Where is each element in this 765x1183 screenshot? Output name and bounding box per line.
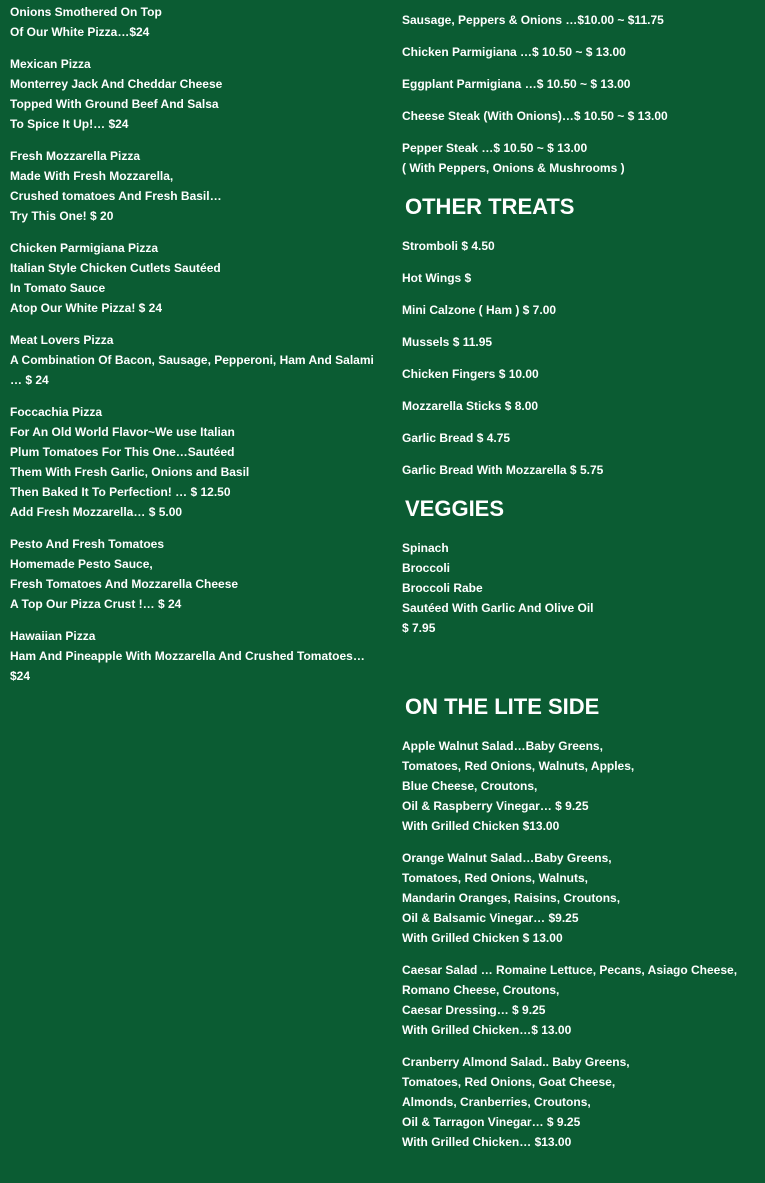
menu-item-line: With Grilled Chicken… $13.00 bbox=[402, 1135, 572, 1149]
menu-item bbox=[10, 54, 382, 134]
menu-item-line: Apple Walnut Salad…Baby Greens, bbox=[402, 739, 603, 753]
menu-item-line: Tomatoes, Red Onions, Goat Cheese, bbox=[402, 1075, 616, 1089]
menu-item bbox=[402, 268, 757, 288]
menu-item bbox=[402, 236, 757, 256]
menu-item-line: Monterrey Jack And Cheddar Cheese bbox=[10, 77, 223, 91]
menu-item-line: Homemade Pesto Sauce, bbox=[10, 557, 153, 571]
menu-item-line: Them With Fresh Garlic, Onions and Basil bbox=[10, 465, 250, 479]
menu-item bbox=[402, 960, 757, 1040]
menu-item bbox=[402, 138, 757, 178]
menu-item-title: Fresh Mozzarella Pizza bbox=[10, 149, 141, 163]
menu-item-line: Try This One! $ 20 bbox=[10, 209, 114, 223]
menu-item bbox=[402, 300, 757, 320]
menu-item-line: Chicken Fingers $ 10.00 bbox=[402, 367, 539, 381]
menu-item bbox=[10, 534, 382, 614]
menu-item bbox=[402, 736, 757, 836]
menu-item-line: Sautéed With Garlic And Olive Oil bbox=[402, 601, 594, 615]
menu-item-title: Pesto And Fresh Tomatoes bbox=[10, 537, 165, 551]
section-heading-veggies: VEGGIES bbox=[405, 496, 505, 521]
menu-item-line: A Top Our Pizza Crust !… $ 24 bbox=[10, 597, 182, 611]
menu-item-line: Cranberry Almond Salad.. Baby Greens, bbox=[402, 1055, 630, 1069]
menu-item-line: Made With Fresh Mozzarella, bbox=[10, 169, 174, 183]
menu-item-line: Onions Smothered On Top bbox=[10, 5, 162, 19]
menu-item-title: Hawaiian Pizza bbox=[10, 629, 96, 643]
menu-item-line: Tomatoes, Red Onions, Walnuts, bbox=[402, 871, 589, 885]
menu-item bbox=[10, 626, 382, 686]
menu-item bbox=[402, 74, 757, 94]
menu-item-line: Oil & Raspberry Vinegar… $ 9.25 bbox=[402, 799, 589, 813]
menu-item-line: Chicken Parmigiana …$ 10.50 ~ $ 13.00 bbox=[402, 45, 626, 59]
menu-item-line: Spinach bbox=[402, 541, 449, 555]
menu-item-line: A Combination Of Bacon, Sausage, Pepperoni, Ham And Salami … $ 24 bbox=[10, 353, 374, 387]
menu-item-line: Sausage, Peppers & Onions …$10.00 ~ $11.75 bbox=[402, 13, 664, 27]
menu-item-line: Mini Calzone ( Ham ) $ 7.00 bbox=[402, 303, 557, 317]
left-menu-column bbox=[10, 2, 382, 698]
menu-item-title: Mexican Pizza bbox=[10, 57, 91, 71]
menu-item-line: Add Fresh Mozzarella… $ 5.00 bbox=[10, 505, 183, 519]
menu-item-line: Mussels $ 11.95 bbox=[402, 335, 493, 349]
section-heading-other-treats: OTHER TREATS bbox=[405, 194, 575, 219]
menu-item bbox=[402, 42, 757, 62]
menu-item-line: With Grilled Chicken $13.00 bbox=[402, 819, 560, 833]
menu-item-line: Broccoli Rabe bbox=[402, 581, 483, 595]
menu-item-line: Pepper Steak …$ 10.50 ~ $ 13.00 bbox=[402, 141, 588, 155]
menu-item-line: Italian Style Chicken Cutlets Sautéed bbox=[10, 261, 221, 275]
menu-item bbox=[402, 10, 757, 30]
menu-item-line: Of Our White Pizza…$24 bbox=[10, 25, 150, 39]
menu-item-line: Then Baked It To Perfection! … $ 12.50 bbox=[10, 485, 231, 499]
menu-item-line: Crushed tomatoes And Fresh Basil… bbox=[10, 189, 222, 203]
menu-item-line: Hot Wings $ bbox=[402, 271, 472, 285]
menu-item-line: Topped With Ground Beef And Salsa bbox=[10, 97, 219, 111]
menu-item-line: Romano Cheese, Croutons, bbox=[402, 983, 560, 997]
menu-item bbox=[402, 848, 757, 948]
menu-item-line: Stromboli $ 4.50 bbox=[402, 239, 495, 253]
menu-item-line: To Spice It Up!… $24 bbox=[10, 117, 129, 131]
menu-item bbox=[10, 238, 382, 318]
menu-item-line: Caesar Dressing… $ 9.25 bbox=[402, 1003, 546, 1017]
menu-item-line: Almonds, Cranberries, Croutons, bbox=[402, 1095, 591, 1109]
menu-item bbox=[10, 2, 382, 42]
section-heading-lite-side: ON THE LITE SIDE bbox=[405, 694, 600, 719]
menu-item bbox=[10, 330, 382, 390]
menu-item-line: With Grilled Chicken $ 13.00 bbox=[402, 931, 563, 945]
menu-item bbox=[10, 146, 382, 226]
menu-item bbox=[402, 538, 757, 638]
menu-item-line: Atop Our White Pizza! $ 24 bbox=[10, 301, 163, 315]
menu-item-title: Meat Lovers Pizza bbox=[10, 333, 114, 347]
menu-item-line: Garlic Bread With Mozzarella $ 5.75 bbox=[402, 463, 604, 477]
menu-item-line: Oil & Balsamic Vinegar… $9.25 bbox=[402, 911, 579, 925]
menu-item-line: Garlic Bread $ 4.75 bbox=[402, 431, 511, 445]
menu-item bbox=[402, 428, 757, 448]
menu-item-line: Oil & Tarragon Vinegar… $ 9.25 bbox=[402, 1115, 581, 1129]
menu-item-title: Foccachia Pizza bbox=[10, 405, 103, 419]
menu-item-line: Cheese Steak (With Onions)…$ 10.50 ~ $ 13.00 bbox=[402, 109, 668, 123]
right-menu-column bbox=[402, 10, 757, 1164]
menu-item-line: Blue Cheese, Croutons, bbox=[402, 779, 538, 793]
menu-item-line: $ 7.95 bbox=[402, 621, 436, 635]
menu-item-line: Fresh Tomatoes And Mozzarella Cheese bbox=[10, 577, 239, 591]
menu-item-line: For An Old World Flavor~We use Italian bbox=[10, 425, 235, 439]
menu-item-line: Mozzarella Sticks $ 8.00 bbox=[402, 399, 539, 413]
menu-item-line: ( With Peppers, Onions & Mushrooms ) bbox=[402, 161, 625, 175]
menu-item-line: In Tomato Sauce bbox=[10, 281, 106, 295]
menu-item bbox=[402, 332, 757, 352]
menu-item bbox=[402, 364, 757, 384]
menu-item-line: Caesar Salad … Romaine Lettuce, Pecans, Asiago Cheese, bbox=[402, 963, 738, 977]
menu-item bbox=[402, 460, 757, 480]
menu-item-line: With Grilled Chicken…$ 13.00 bbox=[402, 1023, 572, 1037]
menu-item-line: Tomatoes, Red Onions, Walnuts, Apples, bbox=[402, 759, 635, 773]
menu-item bbox=[10, 402, 382, 522]
menu-item-line: Broccoli bbox=[402, 561, 451, 575]
menu-item-line: Eggplant Parmigiana …$ 10.50 ~ $ 13.00 bbox=[402, 77, 631, 91]
menu-item-line: Mandarin Oranges, Raisins, Croutons, bbox=[402, 891, 621, 905]
menu-item-line: Plum Tomatoes For This One…Sautéed bbox=[10, 445, 235, 459]
menu-item-line: Orange Walnut Salad…Baby Greens, bbox=[402, 851, 612, 865]
menu-item bbox=[402, 396, 757, 416]
menu-item-line: Ham And Pineapple With Mozzarella And Crushed Tomatoes… $24 bbox=[10, 649, 365, 683]
menu-item-title: Chicken Parmigiana Pizza bbox=[10, 241, 159, 255]
menu-item bbox=[402, 106, 757, 126]
menu-item bbox=[402, 1052, 757, 1152]
